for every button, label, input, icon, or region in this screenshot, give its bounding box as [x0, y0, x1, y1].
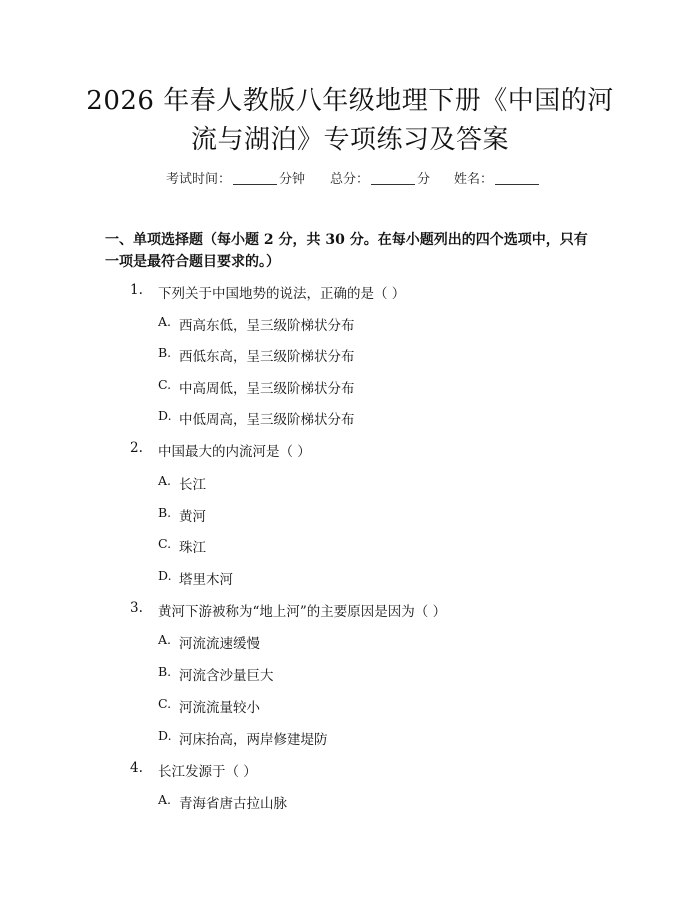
option-text: 中高周低，呈三级阶梯状分布 — [179, 381, 355, 397]
option-letter: C. — [158, 377, 172, 392]
total-score-blank — [371, 172, 415, 185]
question-number: 4. — [130, 760, 143, 776]
option-letter: B. — [158, 664, 172, 679]
total-score-unit: 分 — [417, 172, 431, 187]
option-letter: D. — [158, 408, 172, 423]
question-stem: 下列关于中国地势的说法，正确的是（ ） — [158, 286, 406, 302]
option-text: 长江 — [179, 477, 206, 493]
option-letter: D. — [158, 568, 172, 583]
option-text: 珠江 — [179, 540, 206, 556]
question-number: 1. — [130, 282, 143, 298]
student-name-field — [454, 168, 541, 187]
option-text: 青海省唐古拉山脉 — [179, 796, 287, 812]
option-text: 河流含沙量巨大 — [179, 668, 274, 684]
option-letter: B. — [158, 505, 172, 520]
total-score-label: 总分： — [330, 172, 370, 187]
question-number: 2. — [130, 440, 143, 456]
option-text: 塔里木河 — [179, 572, 233, 588]
total-score-field — [330, 168, 430, 187]
option-text: 中低周高，呈三级阶梯状分布 — [179, 412, 355, 428]
question-stem: 黄河下游被称为“地上河”的主要原因是因为（ ） — [158, 604, 447, 620]
student-name-label: 姓名： — [454, 172, 494, 187]
exam-time-field — [166, 168, 305, 187]
document-title-line-1: 2026 年春人教版八年级地理下册《中国的河 — [86, 86, 614, 116]
option-text: 河床抬高，两岸修建堤防 — [179, 732, 328, 748]
option-letter: D. — [158, 728, 172, 743]
option-letter: A. — [158, 473, 172, 488]
question-number: 3. — [130, 600, 143, 616]
option-letter: A. — [158, 632, 172, 647]
option-text: 河流流量较小 — [179, 700, 260, 716]
option-text: 西高东低，呈三级阶梯状分布 — [179, 318, 355, 334]
option-text: 河流流速缓慢 — [179, 636, 260, 652]
exam-time-blank — [233, 172, 277, 185]
exam-time-unit: 分钟 — [279, 172, 306, 187]
option-letter: A. — [158, 792, 172, 807]
document-title-line-2: 流与湖泊》专项练习及答案 — [190, 125, 509, 155]
question-stem: 中国最大的内流河是（ ） — [158, 444, 311, 460]
option-letter: C. — [158, 536, 172, 551]
option-letter: A. — [158, 314, 172, 329]
student-name-blank — [495, 172, 539, 185]
option-text: 西低东高，呈三级阶梯状分布 — [179, 349, 355, 365]
option-letter: C. — [158, 696, 172, 711]
exam-time-label: 考试时间： — [166, 172, 232, 187]
question-stem: 长江发源于（ ） — [158, 764, 257, 780]
section-heading: 一、单项选择题（每小题 2 分，共 30 分。在每小题列出的四个选项中，只有一项是最符合题目要求的。） — [105, 232, 588, 270]
option-text: 黄河 — [179, 509, 206, 525]
option-letter: B. — [158, 345, 172, 360]
